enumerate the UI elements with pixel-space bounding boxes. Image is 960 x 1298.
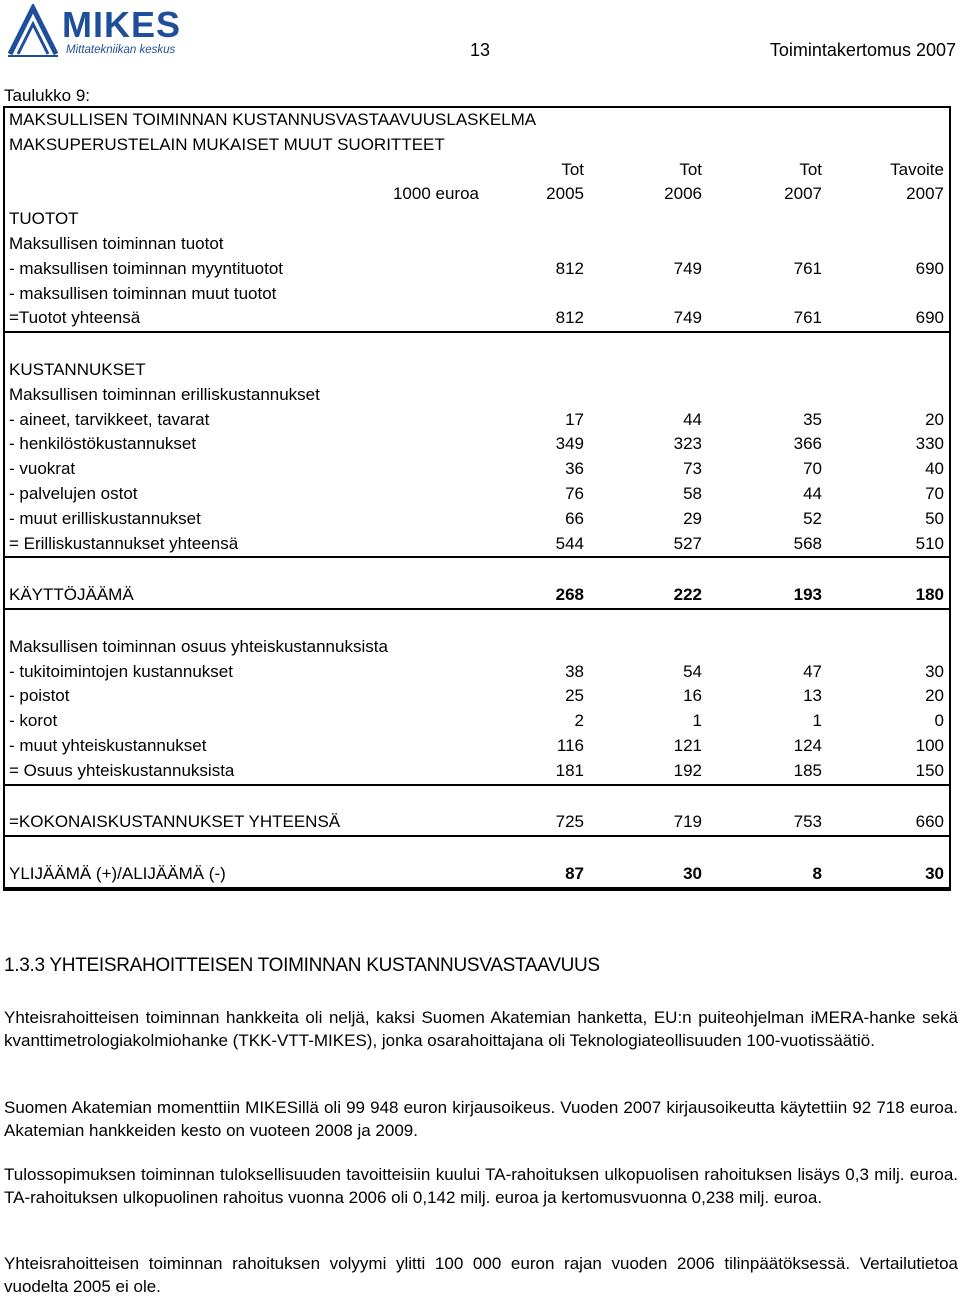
row-label: - vuokrat	[9, 459, 76, 479]
table-row	[5, 358, 949, 383]
table-row	[5, 257, 949, 282]
header-cell: Tot	[679, 159, 702, 179]
header-cell: 2006	[664, 184, 702, 204]
value-cell: 690	[915, 308, 944, 328]
value-cell: 330	[915, 434, 944, 454]
value-cell: 20	[925, 409, 944, 429]
value-cell: 38	[565, 661, 584, 681]
value-cell: 150	[915, 760, 944, 780]
value-cell: 8	[812, 863, 822, 883]
table-title-row	[5, 108, 949, 133]
value-cell: 193	[793, 585, 822, 605]
value-cell: 349	[555, 434, 584, 454]
value-cell: 121	[673, 735, 702, 755]
row-label: Maksullisen toiminnan osuus yhteiskustannuksista	[9, 636, 388, 656]
value-cell: 54	[683, 661, 702, 681]
value-cell: 58	[683, 483, 702, 503]
table-row	[5, 684, 949, 709]
value-cell: 181	[555, 760, 584, 780]
value-cell: 690	[915, 258, 944, 278]
table-row	[5, 408, 949, 433]
value-cell: 1	[692, 711, 702, 731]
table-title-row	[5, 133, 949, 158]
value-cell: 16	[683, 686, 702, 706]
value-cell: 1	[812, 711, 822, 731]
row-label: - muut erilliskustannukset	[9, 508, 201, 528]
cost-table	[3, 106, 951, 891]
table-caption: Taulukko 9:	[4, 86, 90, 105]
logo-arrow-icon	[6, 4, 60, 58]
value-cell: 36	[565, 459, 584, 479]
header-cell: 2007	[906, 184, 944, 204]
value-cell: 76	[565, 483, 584, 503]
value-cell: 30	[683, 863, 702, 883]
table-header-row	[5, 182, 949, 207]
table-row	[5, 232, 949, 257]
value-cell: 0	[934, 711, 944, 731]
value-cell: 366	[793, 434, 822, 454]
row-label: - tukitoimintojen kustannukset	[9, 661, 233, 681]
value-cell: 725	[555, 812, 584, 832]
table-row	[5, 862, 949, 889]
table-row	[5, 734, 949, 759]
row-label: =KOKONAISKUSTANNUKSET YHTEENSÄ	[9, 812, 341, 832]
value-cell: 30	[925, 661, 944, 681]
value-cell: 47	[803, 661, 822, 681]
table-row	[5, 507, 949, 532]
header-cell: Tot	[561, 159, 584, 179]
value-cell: 25	[565, 686, 584, 706]
value-cell: 510	[915, 533, 944, 553]
row-label: - korot	[9, 711, 58, 731]
value-cell: 749	[673, 258, 702, 278]
table-header-row	[5, 158, 949, 183]
value-cell: 70	[925, 483, 944, 503]
value-cell: 268	[555, 585, 584, 605]
value-cell: 20	[925, 686, 944, 706]
row-label: = Osuus yhteiskustannuksista	[9, 760, 235, 780]
page-header	[0, 0, 960, 80]
value-cell: 44	[803, 483, 822, 503]
logo-subtitle: Mittatekniikan keskus	[66, 44, 176, 56]
table-row	[5, 558, 949, 583]
table-row	[5, 635, 949, 660]
row-label: Maksullisen toiminnan erilliskustannukset	[9, 384, 320, 404]
header-cell: Tot	[799, 159, 822, 179]
value-cell: 13	[803, 686, 822, 706]
value-cell: 52	[803, 508, 822, 528]
value-cell: 719	[673, 812, 702, 832]
value-cell: 192	[673, 760, 702, 780]
value-cell: 35	[803, 409, 822, 429]
table-row	[5, 759, 949, 786]
table-row	[5, 837, 949, 862]
table-row	[5, 282, 949, 307]
value-cell: 749	[673, 308, 702, 328]
value-cell: 2	[574, 711, 584, 731]
value-cell: 17	[565, 409, 584, 429]
table-row	[5, 810, 949, 837]
table-row	[5, 207, 949, 232]
value-cell: 660	[915, 812, 944, 832]
table-row	[5, 786, 949, 811]
row-label: KÄYTTÖJÄÄMÄ	[9, 585, 134, 605]
value-cell: 30	[925, 863, 944, 883]
value-cell: 116	[556, 735, 584, 755]
row-label: - maksullisen toiminnan myyntituotot	[9, 258, 284, 278]
page-number: 13	[470, 40, 491, 60]
value-cell: 44	[683, 409, 702, 429]
value-cell: 568	[793, 533, 822, 553]
header-cell: 2005	[546, 184, 584, 204]
value-cell: 323	[673, 434, 702, 454]
row-label: - aineet, tarvikkeet, tavarat	[9, 409, 210, 429]
value-cell: 753	[793, 812, 822, 832]
row-label: = Erilliskustannukset yhteensä	[9, 533, 239, 553]
paragraph: Yhteisrahoitteisen toiminnan hankkeita oli neljä, kaksi Suomen Akatemian hanketta, EU:n puiteohjelman iMERA-hanke sekä kvanttimetrologiakolmiohanke (TKK-VTT-MIKES), jonka osarahoittajana oli Teknologiateollisuuden 100-vuotissäätiö.	[4, 1008, 958, 1050]
value-cell: 73	[683, 459, 702, 479]
paragraph: Tulossopimuksen toiminnan tuloksellisuuden tavoitteisiin kuului TA-rahoituksen ulkopuolisen rahoituksen lisäys 0,3 milj. euroa. TA-rahoituksen ulkopuolinen rahoitus vuonna 2006 oli 0,142 milj. euroa ja kertomusvuonna 0,238 milj. euroa.	[4, 1165, 958, 1207]
value-cell: 812	[555, 258, 584, 278]
table-body	[5, 207, 949, 889]
value-cell: 185	[793, 760, 822, 780]
header-cell: Tavoite	[890, 159, 944, 179]
logo-wordmark: MIKES	[62, 4, 182, 45]
row-label: - henkilöstökustannukset	[9, 434, 197, 454]
row-label: TUOTOT	[9, 209, 79, 229]
value-cell: 66	[565, 508, 584, 528]
paragraph: Suomen Akatemian momenttiin MIKESillä oli 99 948 euron kirjausoikeus. Vuoden 2007 kirjausoikeutta käytettiin 92 718 euroa. Akatemian hankkeiden kesto on vuoteen 2008 ja 2009.	[4, 1098, 958, 1140]
row-label: - poistot	[9, 686, 70, 706]
row-label: - palvelujen ostot	[9, 483, 138, 503]
table-row	[5, 482, 949, 507]
table-row	[5, 457, 949, 482]
table-row	[5, 306, 949, 333]
value-cell: 87	[565, 863, 584, 883]
unit-label: 1000 euroa	[392, 184, 479, 204]
value-cell: 124	[793, 735, 822, 755]
mikes-logo	[6, 4, 206, 58]
table-row	[5, 583, 949, 610]
table-row	[5, 660, 949, 685]
paragraph: Yhteisrahoitteisen toiminnan rahoituksen volyymi ylitti 100 000 euron rajan vuoden 2006 tilinpäätöksessä. Vertailutietoa vuodelta 2005 ei ole.	[4, 1254, 958, 1296]
report-title: Toimintakertomus 2007	[769, 40, 956, 60]
value-cell: 40	[925, 459, 944, 479]
table-row	[5, 383, 949, 408]
value-cell: 544	[555, 533, 584, 553]
header-cell: 2007	[784, 184, 822, 204]
value-cell: 761	[793, 308, 822, 328]
table-title-1: MAKSULLISEN TOIMINNAN KUSTANNUSVASTAAVUUSLASKELMA	[9, 110, 537, 129]
table-row	[5, 432, 949, 457]
value-cell: 761	[793, 258, 822, 278]
row-label: KUSTANNUKSET	[9, 359, 146, 379]
table-row	[5, 333, 949, 358]
row-label: - muut yhteiskustannukset	[9, 735, 207, 755]
value-cell: 527	[673, 533, 702, 553]
row-label: Maksullisen toiminnan tuotot	[9, 233, 224, 253]
value-cell: 29	[683, 508, 702, 528]
value-cell: 812	[555, 308, 584, 328]
row-label: =Tuotot yhteensä	[9, 308, 141, 328]
value-cell: 222	[673, 585, 702, 605]
value-cell: 50	[925, 508, 944, 528]
table-title-2: MAKSUPERUSTELAIN MUKAISET MUUT SUORITTEET	[9, 134, 445, 154]
table-row	[5, 532, 949, 559]
section-heading: 1.3.3 YHTEISRAHOITTEISEN TOIMINNAN KUSTANNUSVASTAAVUUS	[4, 955, 600, 976]
table-row	[5, 610, 949, 635]
table-row	[5, 709, 949, 734]
value-cell: 70	[803, 459, 822, 479]
row-label: - maksullisen toiminnan muut tuotot	[9, 283, 277, 303]
value-cell: 180	[915, 585, 944, 605]
row-label: YLIJÄÄMÄ (+)/ALIJÄÄMÄ (-)	[9, 863, 226, 883]
value-cell: 100	[915, 735, 944, 755]
